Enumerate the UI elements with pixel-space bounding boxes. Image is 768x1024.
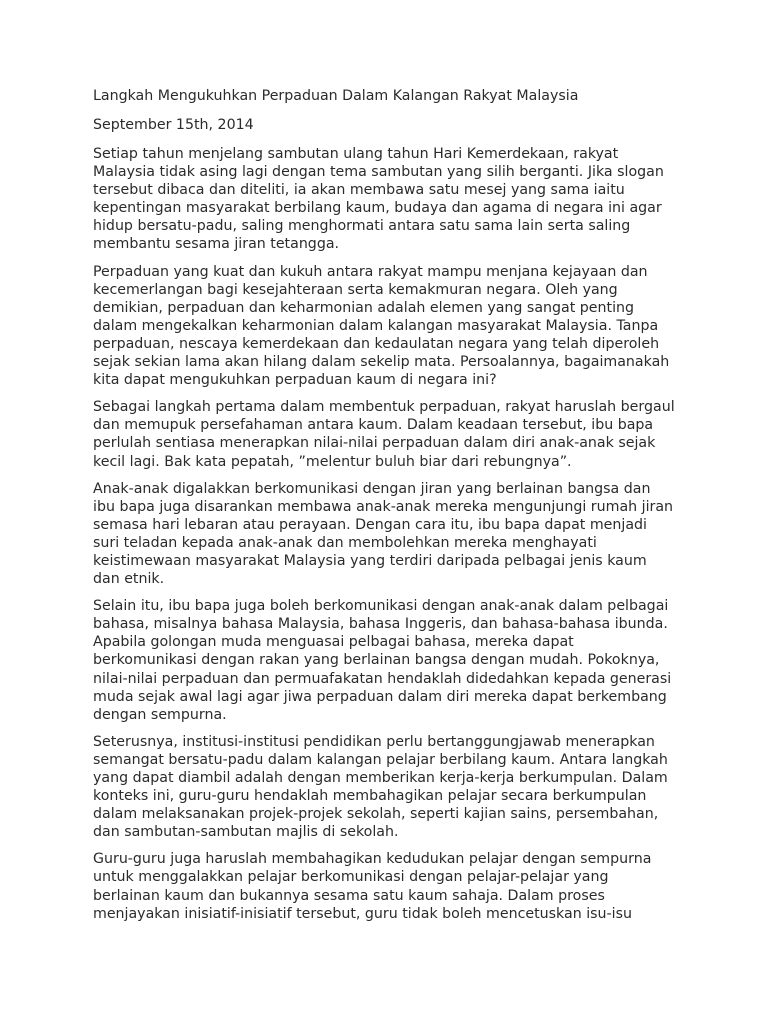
paragraph-line: semasa hari lebaran atau perayaan. Dengan cara itu, ibu bapa dapat menjadi: [93, 516, 647, 533]
paragraph-line: Malaysia tidak asing lagi dengan tema sambutan yang silih berganti. Jika slogan: [93, 164, 664, 181]
paragraph-line: Seterusnya, institusi-institusi pendidikan perlu bertanggungjawab menerapkan: [93, 733, 655, 750]
paragraph-line: Guru-guru juga haruslah membahagikan kedudukan pelajar dengan sempurna: [93, 851, 652, 868]
paragraph: [93, 597, 683, 724]
paragraph-line: tersebut dibaca dan diteliti, ia akan membawa satu mesej yang sama iaitu: [93, 182, 625, 199]
paragraph-line: yang dapat diambil adalah dengan memberikan kerja-kerja berkumpulan. Dalam: [93, 770, 668, 786]
paragraph-line: hidup bersatu-padu, saling menghormati antara satu sama lain serta saling: [93, 218, 631, 235]
paragraph-line: berkomunikasi dengan rakan yang berlainan bangsa dengan mudah. Pokoknya,: [93, 652, 660, 669]
paragraph-line: dengan sempurna.: [93, 706, 227, 723]
paragraph-line: menjayakan inisiatif-inisiatif tersebut, guru tidak boleh mencetuskan isu-isu: [93, 905, 632, 922]
paragraph-line: berlainan kaum dan bukannya sesama satu kaum sahaja. Dalam proses: [93, 887, 605, 904]
publish-date: September 15th, 2014: [93, 117, 254, 133]
paragraph-line: demikian, perpaduan dan keharmonian adalah elemen yang sangat penting: [93, 299, 635, 316]
paragraph: [93, 850, 683, 922]
paragraph-line: Anak-anak digalakkan berkomunikasi dengan jiran yang berlainan bangsa dan: [93, 480, 651, 497]
document-page: [93, 86, 683, 932]
paragraph-line: dan sambutan-sambutan majlis di sekolah.: [93, 824, 399, 841]
article-body: [93, 145, 683, 923]
paragraph-line: keistimewaan masyarakat Malaysia yang terdiri daripada pelbagai jenis kaum: [93, 552, 647, 569]
document-title: Langkah Mengukuhkan Perpaduan Dalam Kalangan Rakyat Malaysia: [93, 88, 579, 104]
paragraph-line: sejak sekian lama akan hilang dalam sekelip mata. Persoalannya, bagaimanakah: [93, 354, 670, 371]
paragraph-line: muda sejak awal lagi agar jiwa perpaduan dalam diri mereka dapat berkembang: [93, 688, 667, 705]
paragraph-line: kecemerlangan bagi kesejahteraan serta kemakmuran negara. Oleh yang: [93, 281, 618, 298]
paragraph-line: semangat bersatu-padu dalam kalangan pelajar berbilang kaum. Antara langkah: [93, 751, 668, 768]
paragraph-line: bahasa, misalnya bahasa Malaysia, bahasa Inggeris, dan bahasa-bahasa ibunda.: [93, 616, 668, 633]
paragraph-line: untuk menggalakkan pelajar berkomunikasi dengan pelajar-pelajar yang: [93, 869, 609, 886]
paragraph-line: dalam melaksanakan projek-projek sekolah, seperti kajian sains, persembahan,: [93, 806, 659, 823]
paragraph-line: Sebagai langkah pertama dalam membentuk perpaduan, rakyat haruslah bergaul: [93, 399, 675, 416]
paragraph: [93, 263, 683, 390]
paragraph-line: kecil lagi. Bak kata pepatah, ”melentur buluh biar dari rebungnya”.: [93, 453, 572, 470]
paragraph: [93, 733, 683, 842]
paragraph-line: nilai-nilai perpaduan dan permuafakatan hendaklah didedahkan kepada generasi: [93, 670, 672, 687]
paragraph-line: Perpaduan yang kuat dan kukuh antara rakyat mampu menjana kejayaan dan: [93, 263, 648, 280]
paragraph-line: ibu bapa juga disarankan membawa anak-anak mereka mengunjungi rumah jiran: [93, 498, 674, 515]
paragraph-line: suri teladan kepada anak-anak dan membolehkan mereka menghayati: [93, 534, 597, 551]
paragraph-line: membantu sesama jiran tetangga.: [93, 236, 340, 253]
paragraph-line: kita dapat mengukuhkan perpaduan kaum di negara ini?: [93, 372, 497, 389]
paragraph-line: dalam mengekalkan keharmonian dalam kalangan masyarakat Malaysia. Tanpa: [93, 317, 659, 334]
paragraph: [93, 398, 683, 470]
paragraph-line: Apabila golongan muda menguasai pelbagai bahasa, mereka dapat: [93, 634, 574, 651]
paragraph-line: kepentingan masyarakat berbilang kaum, budaya dan agama di negara ini agar: [93, 200, 662, 217]
paragraph-line: dan etnik.: [93, 571, 165, 588]
paragraph-line: dan memupuk persefahaman antara kaum. Dalam keadaan tersebut, ibu bapa: [93, 417, 654, 434]
paragraph-line: perpaduan, nescaya kemerdekaan dan kedaulatan negara yang telah diperoleh: [93, 335, 660, 352]
paragraph: [93, 480, 683, 589]
paragraph: [93, 145, 683, 254]
paragraph-line: konteks ini, guru-guru hendaklah membahagikan pelajar secara berkumpulan: [93, 788, 647, 805]
paragraph-line: Selain itu, ibu bapa juga boleh berkomunikasi dengan anak-anak dalam pelbagai: [93, 598, 669, 615]
paragraph-line: perlulah sentiasa menerapkan nilai-nilai perpaduan dalam diri anak-anak sejak: [93, 435, 656, 452]
paragraph-line: Setiap tahun menjelang sambutan ulang tahun Hari Kemerdekaan, rakyat: [93, 146, 619, 162]
